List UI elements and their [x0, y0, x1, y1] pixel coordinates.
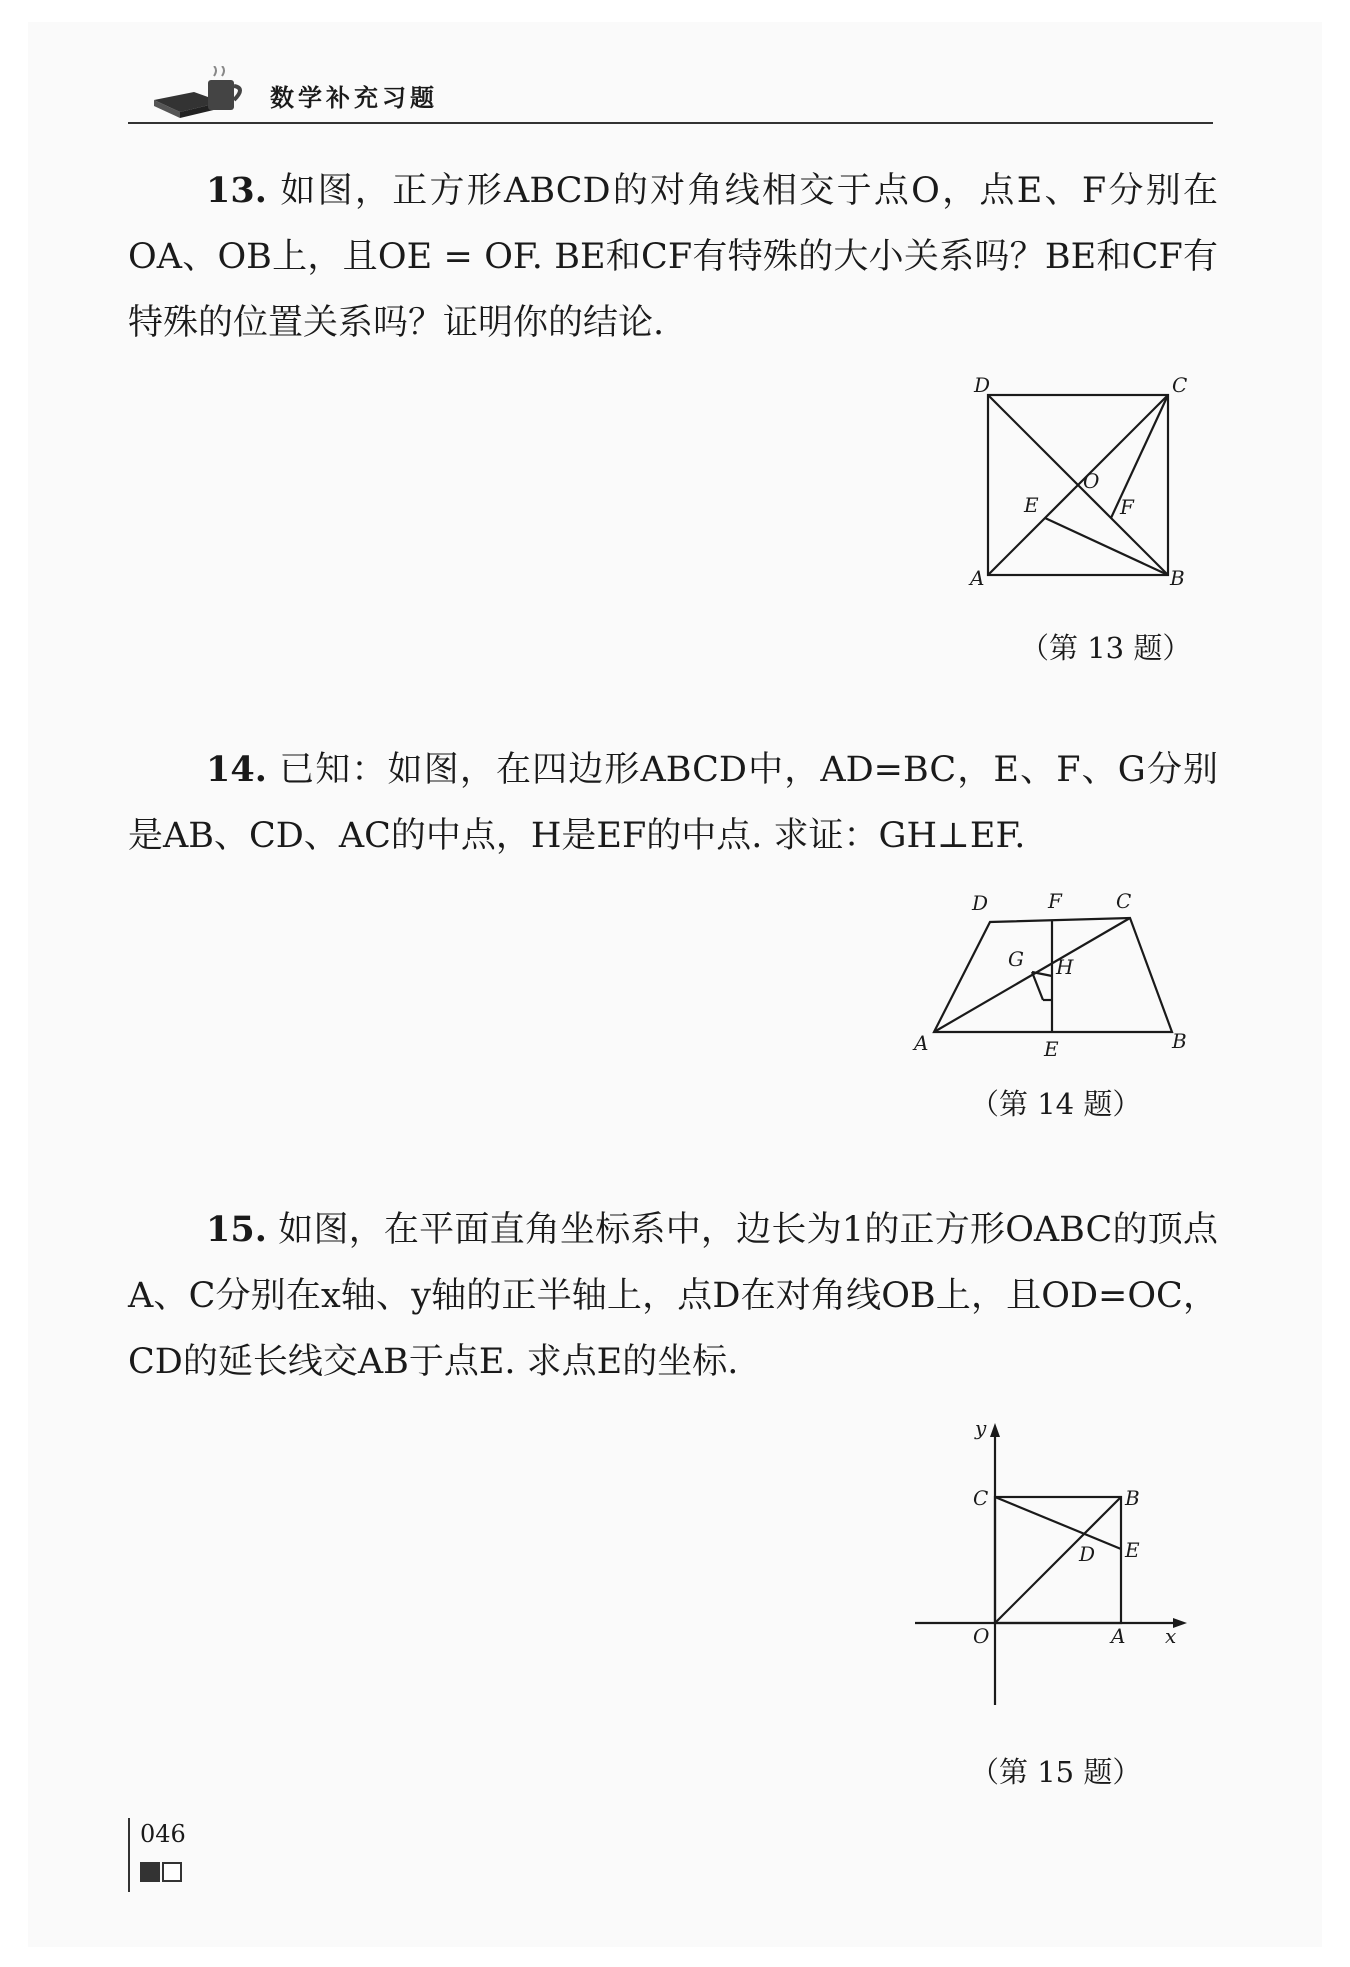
segment-ge — [1032, 972, 1043, 1000]
label-c: C — [973, 1486, 989, 1510]
label-o: O — [973, 1624, 990, 1648]
label-d: D — [974, 373, 991, 397]
figure-15-coordinate-diagram — [905, 1415, 1195, 1715]
problem-14 — [128, 737, 1218, 869]
problem-13-text: 如图，正方形ABCD的对角线相交于点O，点E、F分别在OA、OB上，且OE = OF. BE和CF有特殊的大小关系吗？BE和CF有特殊的位置关系吗？证明你的结论. — [128, 171, 1218, 343]
problem-13 — [128, 158, 1218, 356]
page-header — [128, 60, 1213, 124]
label-e: E — [1044, 1037, 1059, 1061]
label-e: E — [1125, 1538, 1140, 1562]
diagonal-ob — [995, 1497, 1121, 1623]
segment-be — [1045, 518, 1168, 575]
figure-13-square-diagram — [960, 370, 1200, 600]
label-a: A — [1111, 1624, 1126, 1648]
book-and-cup-icon — [150, 66, 260, 126]
label-o: O — [1083, 469, 1100, 493]
book-title: 数学补充习题 — [270, 84, 438, 112]
label-d: D — [1079, 1542, 1096, 1566]
label-d: D — [972, 891, 989, 915]
problem-14-text: 已知：如图，在四边形ABCD中，AD=BC，E、F、G分别是AB、CD、AC的中点，H是EF的中点. 求证：GH⊥EF. — [128, 750, 1218, 856]
problem-15 — [128, 1197, 1218, 1395]
caption-13: （第 13 题） — [1020, 631, 1192, 665]
label-c: C — [1172, 373, 1188, 397]
figure-14-quadrilateral-diagram — [910, 886, 1200, 1066]
label-e: E — [1024, 493, 1039, 517]
segment-ce — [995, 1497, 1121, 1549]
label-b: B — [1170, 566, 1185, 590]
page-number: 046 — [140, 1820, 186, 1848]
label-h: H — [1056, 955, 1074, 979]
label-b: B — [1172, 1029, 1187, 1053]
caption-15: （第 15 题） — [970, 1755, 1142, 1789]
label-y: y — [975, 1416, 987, 1440]
empty-square-icon — [162, 1862, 182, 1882]
label-a: A — [914, 1031, 929, 1055]
problem-13-number: 13. — [206, 170, 267, 211]
label-f: F — [1048, 889, 1062, 913]
label-a: A — [970, 566, 985, 590]
label-x: x — [1165, 1624, 1177, 1648]
problem-14-number: 14. — [206, 749, 267, 790]
label-g: G — [1008, 947, 1024, 971]
y-axis-arrow — [990, 1423, 1000, 1437]
problem-15-number: 15. — [206, 1209, 267, 1250]
label-b: B — [1125, 1486, 1140, 1510]
caption-14: （第 14 题） — [970, 1087, 1142, 1121]
label-f: F — [1120, 495, 1134, 519]
page-footer — [128, 1818, 186, 1892]
filled-square-icon — [140, 1862, 160, 1882]
problem-15-text: 如图，在平面直角坐标系中，边长为1的正方形OABC的顶点A、C分别在x轴、y轴的正半轴上，点D在对角线OB上，且OD=OC，CD的延长线交AB于点E. 求点E的坐标. — [128, 1210, 1218, 1382]
label-c: C — [1116, 889, 1132, 913]
